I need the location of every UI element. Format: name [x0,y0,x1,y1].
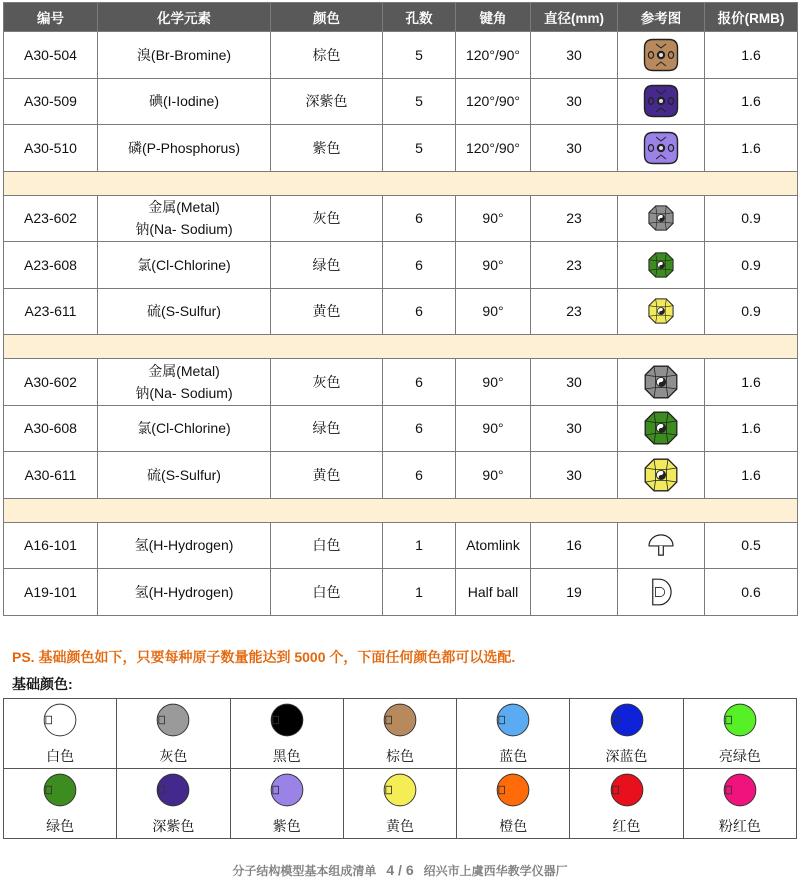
hole-count: 6 [383,359,456,406]
element-name: 硫(S-Sulfur) [147,303,221,320]
part-code: A30-510 [4,125,98,172]
color-swatch [683,699,796,769]
color-name: 白色 [271,522,383,569]
element-name: 碘(I-Iodine) [148,93,220,110]
icon-shape [645,86,678,117]
hydrogen-half-ball-icon [650,577,672,607]
group-separator-cell [4,498,798,522]
color-name: 白色 [271,569,383,616]
column-header-diameter: 直径(mm) [531,3,618,32]
table-row [4,452,798,499]
chemical-element [98,32,271,79]
swatch-shape [158,774,190,806]
red-swatch-icon [610,773,644,807]
price-rmb: 0.6 [705,569,798,616]
swatch-label: 黑色 [272,748,301,764]
color-swatch [457,769,570,839]
column-header-price: 报价(RMB) [705,3,798,32]
yellow-6-hole-atom-icon [644,458,678,492]
diameter-mm: 16 [531,522,618,569]
bond-angle: 90° [456,242,531,289]
color-name: 灰色 [271,359,383,406]
price-rmb: 1.6 [705,452,798,499]
green-swatch-icon [43,773,77,807]
diameter-mm: 30 [531,125,618,172]
color-name: 绿色 [271,242,383,289]
table-row [4,522,798,569]
hole-count: 6 [383,405,456,452]
color-name: 棕色 [271,32,383,79]
table-row [4,195,798,242]
swatch-shape [611,704,643,736]
reference-image [618,569,705,616]
gray-6-hole-atom-icon [644,365,678,399]
gray-swatch-icon [156,703,190,737]
part-code: A30-509 [4,78,98,125]
chemical-element [98,522,271,569]
purple-swatch-icon [270,773,304,807]
color-name: 紫色 [271,125,383,172]
chemical-element [98,125,271,172]
icon-shape [649,253,673,277]
color-swatch [570,699,683,769]
purple-5-hole-atom-icon [643,131,679,165]
price-rmb: 0.9 [705,242,798,289]
element-name: 溴(Br-Bromine) [136,46,232,63]
group-separator [4,498,798,522]
company-name: 绍兴市上虞西华教学仪器厂 [423,864,568,878]
gray-6-hole-atom-icon [648,205,674,231]
color-name: 灰色 [271,195,383,242]
swatch-label: 紫色 [272,818,301,834]
icon-shape [645,459,677,491]
color-name: 黄色 [271,288,383,335]
icon-shape [645,132,678,163]
table-row [4,405,798,452]
part-code: A23-602 [4,195,98,242]
diameter-mm: 30 [531,32,618,79]
bond-angle: 90° [456,195,531,242]
color-swatch [230,769,343,839]
color-swatch [343,769,456,839]
swatch-label: 棕色 [385,748,414,764]
part-code: A23-611 [4,288,98,335]
bond-angle: 120°/90° [456,125,531,172]
swatch-label: 白色 [46,748,75,764]
swatch-label: 蓝色 [499,748,528,764]
element-name: 磷(P-Phosphorus) [127,139,241,156]
page-number: 4 / 6 [386,862,414,878]
swatch-label: 深蓝色 [605,748,648,764]
swatch-shape [44,774,76,806]
yellow-6-hole-atom-icon [648,298,674,324]
icon-shape [649,299,673,323]
table-row [4,288,798,335]
element-name: 氯(Cl-Chlorine) [137,256,231,273]
hole-count: 5 [383,78,456,125]
part-code: A30-602 [4,359,98,406]
table-row [4,569,798,616]
color-swatch [570,769,683,839]
column-header-holes: 孔数 [383,3,456,32]
diameter-mm: 19 [531,569,618,616]
swatch-shape [44,704,76,736]
swatch-label: 亮绿色 [718,748,761,764]
table-row [4,78,798,125]
bond-angle: 120°/90° [456,78,531,125]
brown-swatch-icon [383,703,417,737]
element-name: 钠(Na- Sodium) [135,384,233,401]
parts-price-table [3,2,798,616]
table-header-row [4,3,798,32]
yellow-swatch-icon [383,773,417,807]
bond-angle: 90° [456,452,531,499]
swatch-label: 深紫色 [152,818,195,834]
table-row [4,125,798,172]
hole-count: 5 [383,32,456,79]
bond-angle: 90° [456,405,531,452]
hydrogen-atomlink-dome-icon [647,533,675,557]
icon-shape [645,366,677,398]
column-header-code: 编号 [4,3,98,32]
icon-shape [653,579,671,605]
part-code: A30-608 [4,405,98,452]
swatch-label: 橙色 [499,818,528,834]
color-name: 黄色 [271,452,383,499]
page-footer [0,861,800,880]
color-name: 绿色 [271,405,383,452]
swatch-row [4,769,797,839]
color-swatch [683,769,796,839]
element-name: 金属(Metal) [148,199,220,216]
part-code: A30-611 [4,452,98,499]
color-swatch [4,699,117,769]
reference-image [618,125,705,172]
swatch-row [4,699,797,769]
swatch-shape [497,774,529,806]
reference-image [618,242,705,289]
hole-count: 1 [383,569,456,616]
column-header-element: 化学元素 [98,3,271,32]
chemical-element [98,569,271,616]
column-header-reference-image: 参考图 [618,3,705,32]
diameter-mm: 30 [531,405,618,452]
reference-image [618,288,705,335]
swatch-shape [384,774,416,806]
diameter-mm: 30 [531,78,618,125]
part-code: A30-504 [4,32,98,79]
color-swatch [230,699,343,769]
price-rmb: 1.6 [705,359,798,406]
swatch-shape [611,774,643,806]
color-swatch [117,769,230,839]
diameter-mm: 30 [531,452,618,499]
reference-image [618,405,705,452]
swatch-shape [384,704,416,736]
hole-count: 6 [383,242,456,289]
green-6-hole-atom-icon [644,411,678,445]
icon-shape [649,535,673,555]
bond-angle: Half ball [456,569,531,616]
swatch-shape [158,704,190,736]
bond-angle: Atomlink [456,522,531,569]
hole-count: 6 [383,288,456,335]
chemical-element [98,359,271,406]
hole-count: 5 [383,125,456,172]
group-separator [4,335,798,359]
column-header-bond-angle: 键角 [456,3,531,32]
hole-count: 1 [383,522,456,569]
white-swatch-icon [43,703,77,737]
swatch-label: 黄色 [385,818,414,834]
swatch-shape [271,774,303,806]
bond-angle: 90° [456,288,531,335]
base-colors-title: 基础颜色: [12,676,73,692]
document-title: 分子结构模型基本组成清单 [232,864,377,878]
group-separator [4,171,798,195]
chemical-element [98,288,271,335]
price-rmb: 0.5 [705,522,798,569]
diameter-mm: 30 [531,359,618,406]
orange-swatch-icon [496,773,530,807]
swatch-label: 粉红色 [718,818,761,834]
hole-count: 6 [383,195,456,242]
reference-image [618,359,705,406]
green-6-hole-atom-icon [648,252,674,278]
table-row [4,359,798,406]
table-row [4,32,798,79]
column-header-color: 颜色 [271,3,383,32]
icon-shape [645,39,678,70]
swatch-label: 绿色 [46,818,75,834]
chemical-element [98,242,271,289]
color-swatch [4,769,117,839]
chemical-element [98,195,271,242]
element-name: 金属(Metal) [148,362,220,379]
price-rmb: 1.6 [705,405,798,452]
dark-blue-swatch-icon [610,703,644,737]
pink-swatch-icon [723,773,757,807]
swatch-shape [724,774,756,806]
price-rmb: 0.9 [705,195,798,242]
reference-image [618,78,705,125]
price-rmb: 1.6 [705,32,798,79]
diameter-mm: 23 [531,195,618,242]
hole-count: 6 [383,452,456,499]
dark-purple-5-hole-atom-icon [643,84,679,118]
swatch-shape [271,704,303,736]
element-name: 钠(Na- Sodium) [135,221,233,238]
bright-green-swatch-icon [723,703,757,737]
element-name: 氢(H-Hydrogen) [134,583,234,600]
blue-swatch-icon [496,703,530,737]
chemical-element [98,78,271,125]
price-rmb: 1.6 [705,78,798,125]
element-name: 氢(H-Hydrogen) [134,537,234,554]
chemical-element [98,405,271,452]
reference-image [618,32,705,79]
color-swatch [457,699,570,769]
black-swatch-icon [270,703,304,737]
part-code: A16-101 [4,522,98,569]
table-row [4,242,798,289]
bond-angle: 120°/90° [456,32,531,79]
price-rmb: 1.6 [705,125,798,172]
part-code: A19-101 [4,569,98,616]
swatch-shape [497,704,529,736]
color-swatch [343,699,456,769]
reference-image [618,452,705,499]
element-name: 硫(S-Sulfur) [147,466,221,483]
swatch-label: 灰色 [159,748,188,764]
diameter-mm: 23 [531,242,618,289]
reference-image [618,522,705,569]
chemical-element [98,452,271,499]
diameter-mm: 23 [531,288,618,335]
bond-angle: 90° [456,359,531,406]
group-separator-cell [4,171,798,195]
icon-shape [645,412,677,444]
price-rmb: 0.9 [705,288,798,335]
icon-shape [649,206,673,230]
brown-5-hole-atom-icon [643,38,679,72]
color-name: 深紫色 [271,78,383,125]
element-name: 氯(Cl-Chlorine) [137,420,231,437]
dark-purple-swatch-icon [156,773,190,807]
part-code: A23-608 [4,242,98,289]
color-selection-note: PS. 基础颜色如下，只要每种原子数量能达到 5000 个，下面任何颜色都可以选配. [12,649,516,665]
group-separator-cell [4,335,798,359]
swatch-shape [724,704,756,736]
color-swatch [117,699,230,769]
reference-image [618,195,705,242]
base-color-swatch-grid [3,698,797,839]
swatch-label: 红色 [612,818,641,834]
